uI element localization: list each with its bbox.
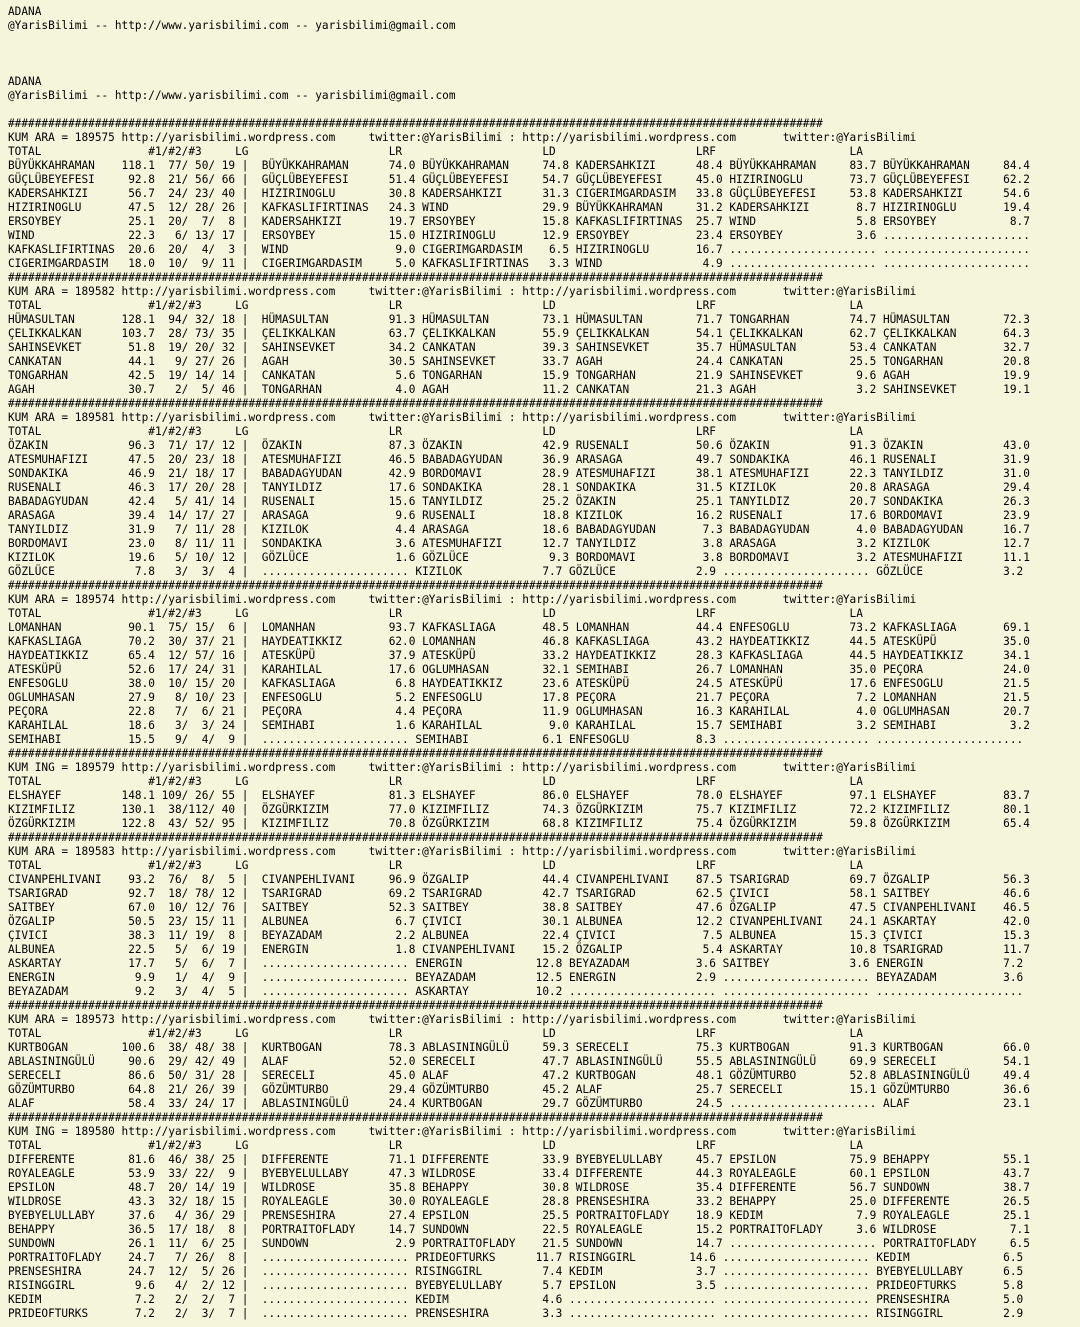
race-statistics-text: ADANA @YarisBilimi -- http://www.yarisbilimi.com -- yarisbilimi@gmail.com ADANA @YarisBilimi -- http://www.yarisbilimi.com -- yarisbilimi@gmail.com ########################################################################################################################## KUM ARA = 189575 http://yarisbilimi.wordpress.com twitter:@YarisBilimi : http://yarisbilimi.wordpress.com twitter:@YarisBilimi TOTAL #1/#2/#3 LG LR LD LRF LA BÜYÜKKAHRAMAN 118.1 77/ 50/ 19 | BÜYÜKKAHRAMAN 74.0 BÜYÜKKAHRAMAN 74.8 KADERSAHKIZI 48.4 BÜYÜKKAHRAMAN 83.7 BÜYÜKKAHRAMAN 84.4 GÜÇLÜBEYEFESI 92.8 21/ 56/ 66 | GÜÇLÜBEYEFESI 51.4 GÜÇLÜBEYEFESI 54.7 GÜÇLÜBEYEFESI 45.0 HIZIRINOGLU 73.7 GÜÇLÜBEYEFESI 62.2 KADERSAHKIZI 56.7 24/ 23/ 40 | HIZIRINOGLU 30.8 KADERSAHKIZI 31.3 CIGERIMGARDASIM 33.8 GÜÇLÜBEYEFESI 53.8 KADERSAHKIZI 54.6 HIZIRINOGLU 47.5 12/ 28/ 26 | KAFKASLIFIRTINAS 24.3 WIND 29.9 BÜYÜKKAHRAMAN 31.2 KADERSAHKIZI 8.7 HIZIRINOGLU 19.4 ERSOYBEY 25.1 20/ 7/ 8 | KADERSAHKIZI 19.7 ERSOYBEY 15.8 KAFKASLIFIRTINAS 25.7 WIND 5.8 ERSOYBEY 8.7 WIND 22.3 6/ 13/ 17 | ERSOYBEY 15.0 HIZIRINOGLU 12.9 ERSOYBEY 23.4 ERSOYBEY 3.6 ...................... KAFKASLIFIRTINAS 20.6 20/ 4/ 3 | WIND 9.0 CIGERIMGARDASIM 6.5 HIZIRINOGLU 16.7 ...................... ...................... CIGERIMGARDASIM 18.0 10/ 9/ 11 | CIGERIMGARDASIM 5.0 KAFKASLIFIRTINAS 3.3 WIND 4.9 ...................... ...................... ########################################################################################################################## KUM ARA = 189582 http://yarisbilimi.wordpress.com twitter:@YarisBilimi : http://yarisbilimi.wordpress.com twitter:@YarisBilimi TOTAL #1/#2/#3 LG LR LD LRF LA HÜMASULTAN 128.1 94/ 32/ 18 | HÜMASULTAN 91.3 HÜMASULTAN 73.1 HÜMASULTAN 71.7 TONGARHAN 74.7 HÜMASULTAN 72.3 ÇELIKKALKAN 103.7 28/ 73/ 35 | ÇELIKKALKAN 63.7 ÇELIKKALKAN 55.9 ÇELIKKALKAN 54.1 ÇELIKKALKAN 62.7 ÇELIKKALKAN 64.3 SAHINSEVKET 51.8 19/ 20/ 32 | SAHINSEVKET 34.2 CANKATAN 39.3 SAHINSEVKET 35.7 HÜMASULTAN 53.4 CANKATAN 32.7 CANKATAN 44.1 9/ 27/ 26 | AGAH 30.5 SAHINSEVKET 33.7 AGAH 24.4 CANKATAN 25.5 TONGARHAN 20.8 TONGARHAN 42.5 19/ 14/ 14 | CANKATAN 5.6 TONGARHAN 15.9 TONGARHAN 21.9 SAHINSEVKET 9.6 AGAH 19.9 AGAH 30.7 2/ 5/ 46 | TONGARHAN 4.0 AGAH 11.2 CANKATAN 21.3 AGAH 3.2 SAHINSEVKET 19.1 ########################################################################################################################## KUM ARA = 189581 http://yarisbilimi.wordpress.com twitter:@YarisBilimi : http://yarisbilimi.wordpress.com twitter:@YarisBilimi TOTAL #1/#2/#3 LG LR LD LRF LA ÖZAKIN 96.3 71/ 17/ 12 | ÖZAKIN 87.3 ÖZAKIN 42.9 RUSENALI 50.6 ÖZAKIN 91.3 ÖZAKIN 43.0 ATESMUHAFIZI 47.5 20/ 23/ 18 | ATESMUHAFIZI 46.5 BABADAGYUDAN 36.9 ARASAGA 49.7 SONDAKIKA 46.1 RUSENALI 31.9 SONDAKIKA 46.9 21/ 18/ 17 | BABADAGYUDAN 42.9 BORDOMAVI 28.9 ATESMUHAFIZI 38.1 ATESMUHAFIZI 22.3 TANYILDIZ 31.0 RUSENALI 46.3 17/ 20/ 28 | TANYILDIZ 17.6 SONDAKIKA 28.1 SONDAKIKA 31.5 KIZILOK 20.8 ARASAGA 29.4 BABADAGYUDAN 42.4 5/ 41/ 14 | RUSENALI 15.6 TANYILDIZ 25.2 ÖZAKIN 25.1 TANYILDIZ 20.7 SONDAKIKA 26.3 ARASAGA 39.4 14/ 17/ 27 | ARASAGA 9.6 RUSENALI 18.8 KIZILOK 16.2 RUSENALI 17.6 BORDOMAVI 23.9 TANYILDIZ 31.9 7/ 11/ 28 | KIZILOK 4.4 ARASAGA 18.6 BABADAGYUDAN 7.3 BABADAGYUDAN 4.0 BABADAGYUDAN 16.7 BORDOMAVI 23.0 8/ 11/ 11 | SONDAKIKA 3.6 ATESMUHAFIZI 12.7 TANYILDIZ 3.8 ARASAGA 3.2 KIZILOK 12.7 KIZILOK 19.6 5/ 10/ 12 | GÖZLÜCE 1.6 GÖZLÜCE 9.3 BORDOMAVI 3.8 BORDOMAVI 3.2 ATESMUHAFIZI 11.1 GÖZLÜCE 7.8 3/ 3/ 4 | ...................... KIZILOK 7.7 GÖZLÜCE 2.9 ...................... GÖZLÜCE 3.2 ########################################################################################################################## KUM ARA = 189574 http://yarisbilimi.wordpress.com twitter:@YarisBilimi : http://yarisbilimi.wordpress.com twitter:@YarisBilimi TOTAL #1/#2/#3 LG LR LD LRF LA LOMANHAN 90.1 75/ 15/ 6 | LOMANHAN 93.7 KAFKASLIAGA 48.5 LOMANHAN 44.4 ENFESOGLU 73.2 KAFKASLIAGA 69.1 KAFKASLIAGA 70.2 30/ 37/ 21 | HAYDEATIKKIZ 62.0 LOMANHAN 46.8 KAFKASLIAGA 43.2 HAYDEATIKKIZ 44.5 ATESKÜPÜ 35.0 HAYDEATIKKIZ 65.4 12/ 57/ 16 | ATESKÜPÜ 37.9 ATESKÜPÜ 33.2 HAYDEATIKKIZ 28.3 KAFKASLIAGA 44.5 HAYDEATIKKIZ 34.1 ATESKÜPÜ 52.6 17/ 24/ 31 | KARAHILAL 17.6 OGLUMHASAN 32.1 SEMIHABI 26.7 LOMANHAN 35.0 PEÇORA 24.0 ENFESOGLU 38.0 10/ 15/ 20 | KAFKASLIAGA 6.8 HAYDEATIKKIZ 23.6 ATESKÜPÜ 24.5 ATESKÜPÜ 17.6 ENFESOGLU 21.5 OGLUMHASAN 27.9 8/ 10/ 23 | ENFESOGLU 5.2 ENFESOGLU 17.8 PEÇORA 21.7 PEÇORA 7.2 LOMANHAN 21.5 PEÇORA 22.8 7/ 6/ 21 | PEÇORA 4.4 PEÇORA 11.9 OGLUMHASAN 16.3 KARAHILAL 4.0 OGLUMHASAN 20.7 KARAHILAL 18.6 3/ 3/ 24 | SEMIHABI 1.6 KARAHILAL 9.0 KARAHILAL 15.7 SEMIHABI 3.2 SEMIHABI 3.2 SEMIHABI 15.5 9/ 4/ 9 | ...................... SEMIHABI 6.1 ENFESOGLU 8.3 ...................... ...................... ########################################################################################################################## KUM ING = 189579 http://yarisbilimi.wordpress.com twitter:@YarisBilimi : http://yarisbilimi.wordpress.com twitter:@YarisBilimi TOTAL #1/#2/#3 LG LR LD LRF LA ELSHAYEF 148.1 109/ 26/ 55 | ELSHAYEF 81.3 ELSHAYEF 86.0 ELSHAYEF 78.0 ELSHAYEF 97.1 ELSHAYEF 83.7 KIZIMFILIZ 130.1 38/112/ 40 | ÖZGÜRKIZIM 77.0 KIZIMFILIZ 74.3 ÖZGÜRKIZIM 75.7 KIZIMFILIZ 72.2 KIZIMFILIZ 80.1 ÖZGÜRKIZIM 122.8 43/ 52/ 95 | KIZIMFILIZ 70.8 ÖZGÜRKIZIM 68.8 KIZIMFILIZ 75.4 ÖZGÜRKIZIM 59.8 ÖZGÜRKIZIM 65.4 ########################################################################################################################## KUM ARA = 189583 http://yarisbilimi.wordpress.com twitter:@YarisBilimi : http://yarisbilimi.wordpress.com twitter:@YarisBilimi TOTAL #1/#2/#3 LG LR LD LRF LA CIVANPEHLIVANI 93.2 76/ 8/ 5 | CIVANPEHLIVANI 96.9 ÖZGALIP 44.4 CIVANPEHLIVANI 87.5 TSARIGRAD 69.7 ÖZGALIP 56.3 TSARIGRAD 92.7 18/ 78/ 12 | TSARIGRAD 69.2 TSARIGRAD 42.7 TSARIGRAD 62.5 ÇIVICI 58.1 SAITBEY 46.6 SAITBEY 67.0 10/ 12/ 76 | SAITBEY 52.3 SAITBEY 38.8 SAITBEY 47.6 ÖZGALIP 47.5 CIVANPEHLIVANI 46.5 ÖZGALIP 50.5 23/ 15/ 11 | ALBUNEA 6.7 ÇIVICI 30.1 ALBUNEA 12.2 CIVANPEHLIVANI 24.1 ASKARTAY 42.0 ÇIVICI 38.3 11/ 19/ 8 | BEYAZADAM 2.2 ALBUNEA 22.4 ÇIVICI 7.5 ALBUNEA 15.3 ÇIVICI 15.3 ALBUNEA 22.5 5/ 6/ 19 | ENERGIN 1.8 CIVANPEHLIVANI 15.2 ÖZGALIP 5.4 ASKARTAY 10.8 TSARIGRAD 11.7 ASKARTAY 17.7 5/ 6/ 7 | ...................... ENERGIN 12.8 BEYAZADAM 3.6 SAITBEY 3.6 ENERGIN 7.2 ENERGIN 9.9 1/ 4/ 9 | ...................... BEYAZADAM 12.5 ENERGIN 2.9 ...................... BEYAZADAM 3.6 BEYAZADAM 9.2 3/ 4/ 5 | ...................... ASKARTAY 10.2 ...................... ...................... ...................... ########################################################################################################################## KUM ARA = 189573 http://yarisbilimi.wordpress.com twitter:@YarisBilimi : http://yarisbilimi.wordpress.com twitter:@YarisBilimi TOTAL #1/#2/#3 LG LR LD LRF LA KURTBOGAN 100.6 38/ 48/ 38 | KURTBOGAN 78.3 ABLASININGÜLÜ 59.3 SERECELI 75.3 KURTBOGAN 91.3 KURTBOGAN 66.0 ABLASININGÜLÜ 90.6 29/ 42/ 49 | ALAF 52.0 SERECELI 47.7 ABLASININGÜLÜ 55.5 ABLASININGÜLÜ 69.9 SERECELI 54.1 SERECELI 86.6 50/ 31/ 28 | SERECELI 45.0 ALAF 47.2 KURTBOGAN 48.1 GÖZÜMTURBO 52.8 ABLASININGÜLÜ 49.4 GÖZÜMTURBO 64.8 21/ 26/ 39 | GÖZÜMTURBO 29.4 GÖZÜMTURBO 45.2 ALAF 25.7 SERECELI 15.1 GÖZÜMTURBO 36.6 ALAF 58.4 33/ 24/ 17 | ABLASININGÜLÜ 24.4 KURTBOGAN 29.7 GÖZÜMTURBO 24.5 ...................... ALAF 23.1 ########################################################################################################################## KUM ING = 189580 http://yarisbilimi.wordpress.com twitter:@YarisBilimi : http://yarisbilimi.wordpress.com twitter:@YarisBilimi TOTAL #1/#2/#3 LG LR LD LRF LA DIFFERENTE 81.6 46/ 38/ 25 | DIFFERENTE 71.1 DIFFERENTE 33.9 BYEBYELULLABY 45.7 EPSILON 75.9 BEHAPPY 55.1 ROYALEAGLE 53.9 33/ 22/ 9 | BYEBYELULLABY 47.3 WILDROSE 33.4 DIFFERENTE 44.3 ROYALEAGLE 60.1 EPSILON 43.7 EPSILON 48.7 20/ 14/ 19 | WILDROSE 35.8 BEHAPPY 30.8 WILDROSE 35.4 DIFFERENTE 56.7 SUNDOWN 38.7 WILDROSE 43.3 32/ 18/ 15 | ROYALEAGLE 30.0 ROYALEAGLE 28.8 PRENSESHIRA 33.2 BEHAPPY 25.0 DIFFERENTE 26.5 BYEBYELULLABY 37.6 4/ 36/ 29 | PRENSESHIRA 27.4 EPSILON 25.5 PORTRAITOFLADY 18.9 KEDIM 7.9 ROYALEAGLE 25.1 BEHAPPY 36.5 17/ 18/ 8 | PORTRAITOFLADY 14.7 SUNDOWN 22.5 ROYALEAGLE 15.2 PORTRAITOFLADY 3.6 WILDROSE 7.1 SUNDOWN 26.1 11/ 6/ 25 | SUNDOWN 2.9 PORTRAITOFLADY 21.5 SUNDOWN 14.7 ...................... PORTRAITOFLADY 6.5 PORTRAITOFLADY 24.7 7/ 26/ 8 | ...................... PRIDEOFTURKS 11.7 RISINGGIRL 14.6 ...................... KEDIM 6.5 PRENSESHIRA 24.7 12/ 5/ 26 | ...................... RISINGGIRL 7.4 KEDIM 3.7 ...................... BYEBYELULLABY 6.5 RISINGGIRL 9.6 4/ 2/ 12 | ...................... BYEBYELULLABY 5.7 EPSILON 3.5 ...................... PRIDEOFTURKS 5.8 KEDIM 7.2 2/ 2/ 7 | ...................... KEDIM 4.6 ...................... ...................... PRENSESHIRA 5.0 PRIDEOFTURKS 7.2 2/ 3/ 7 | ...................... PRENSESHIRA 3.3 ...................... ...................... RISINGGIRL 2.9	[0, 0, 1080, 1321]
